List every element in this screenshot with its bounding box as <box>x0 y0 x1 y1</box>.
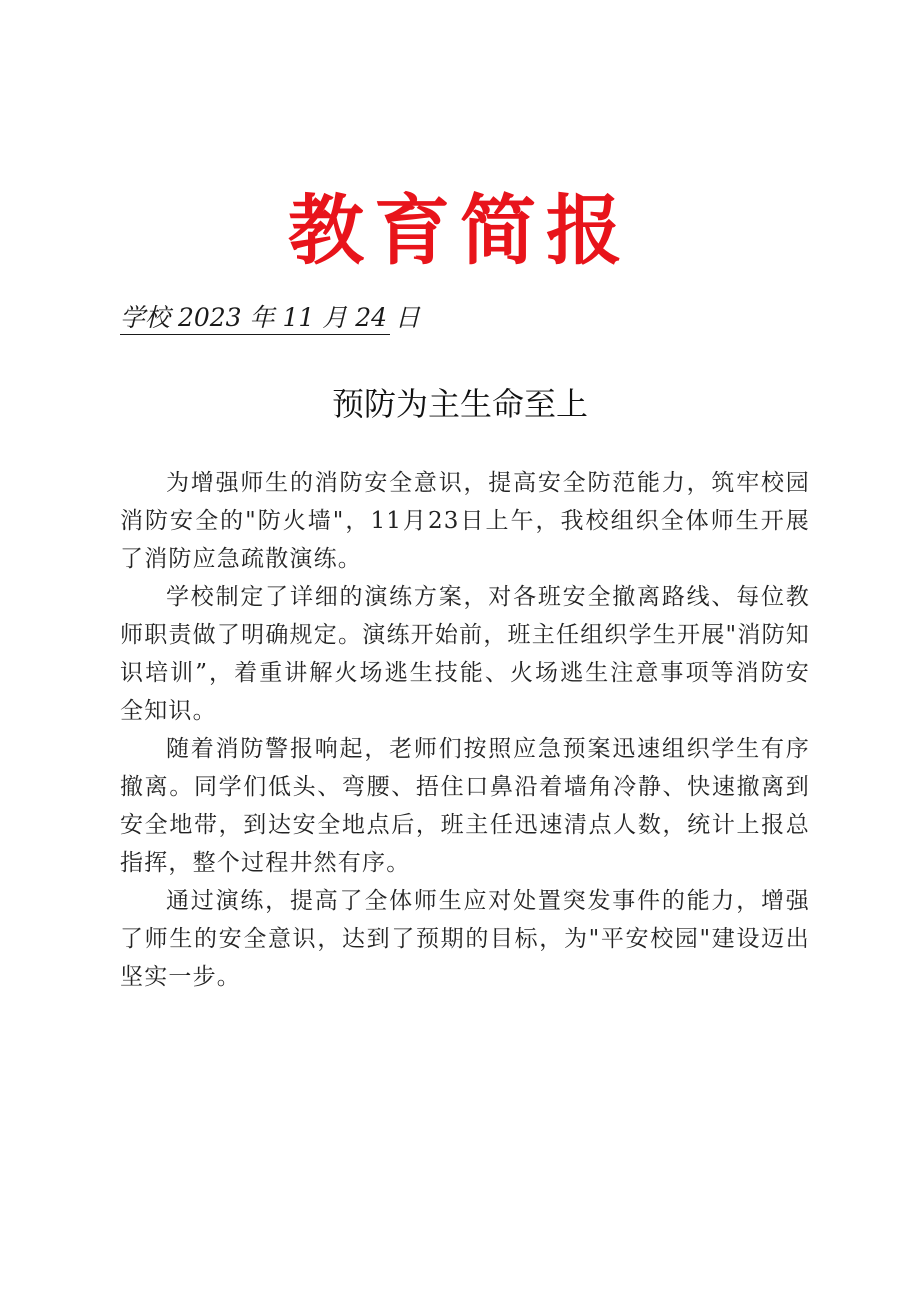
article-paragraph: 随着消防警报响起，老师们按照应急预案迅速组织学生有序撤离。同学们低头、弯腰、捂住口鼻沿着墙角冷静、快速撤离到安全地带，到达安全地点后，班主任迅速清点人数，统计上报总指挥，整个过程井然有序。 <box>120 736 810 876</box>
dateline-year-unit: 年 <box>249 303 275 332</box>
dateline-month: 11 <box>282 303 315 332</box>
article-headline: 预防为主生命至上 <box>331 385 588 423</box>
dateline-month-unit: 月 <box>322 303 348 332</box>
dateline-year: 2023 <box>177 303 242 332</box>
article-body <box>120 464 810 996</box>
article-paragraph: 通过演练，提高了全体师生应对处置突发事件的能力，增强了师生的安全意识，达到了预期的目标，为"平安校园"建设迈出坚实一步。 <box>120 888 810 990</box>
dateline <box>120 302 421 335</box>
masthead-title: 教育简报 <box>288 186 632 275</box>
article-paragraph: 学校制定了详细的演练方案，对各班安全撤离路线、每位教师职责做了明确规定。演练开始前，班主任组织学生开展"消防知识培训”，着重讲解火场逃生技能、火场逃生注意事项等消防安全知识。 <box>120 584 810 724</box>
dateline-day: 24 <box>355 303 388 332</box>
article-paragraph: 为增强师生的消防安全意识，提高安全防范能力，筑牢校园消防安全的"防火墙"，11月23日上午，我校组织全体师生开展了消防应急疏散演练。 <box>120 470 810 572</box>
dateline-school: 学校 <box>120 303 171 332</box>
dateline-day-unit: 日 <box>395 303 421 332</box>
